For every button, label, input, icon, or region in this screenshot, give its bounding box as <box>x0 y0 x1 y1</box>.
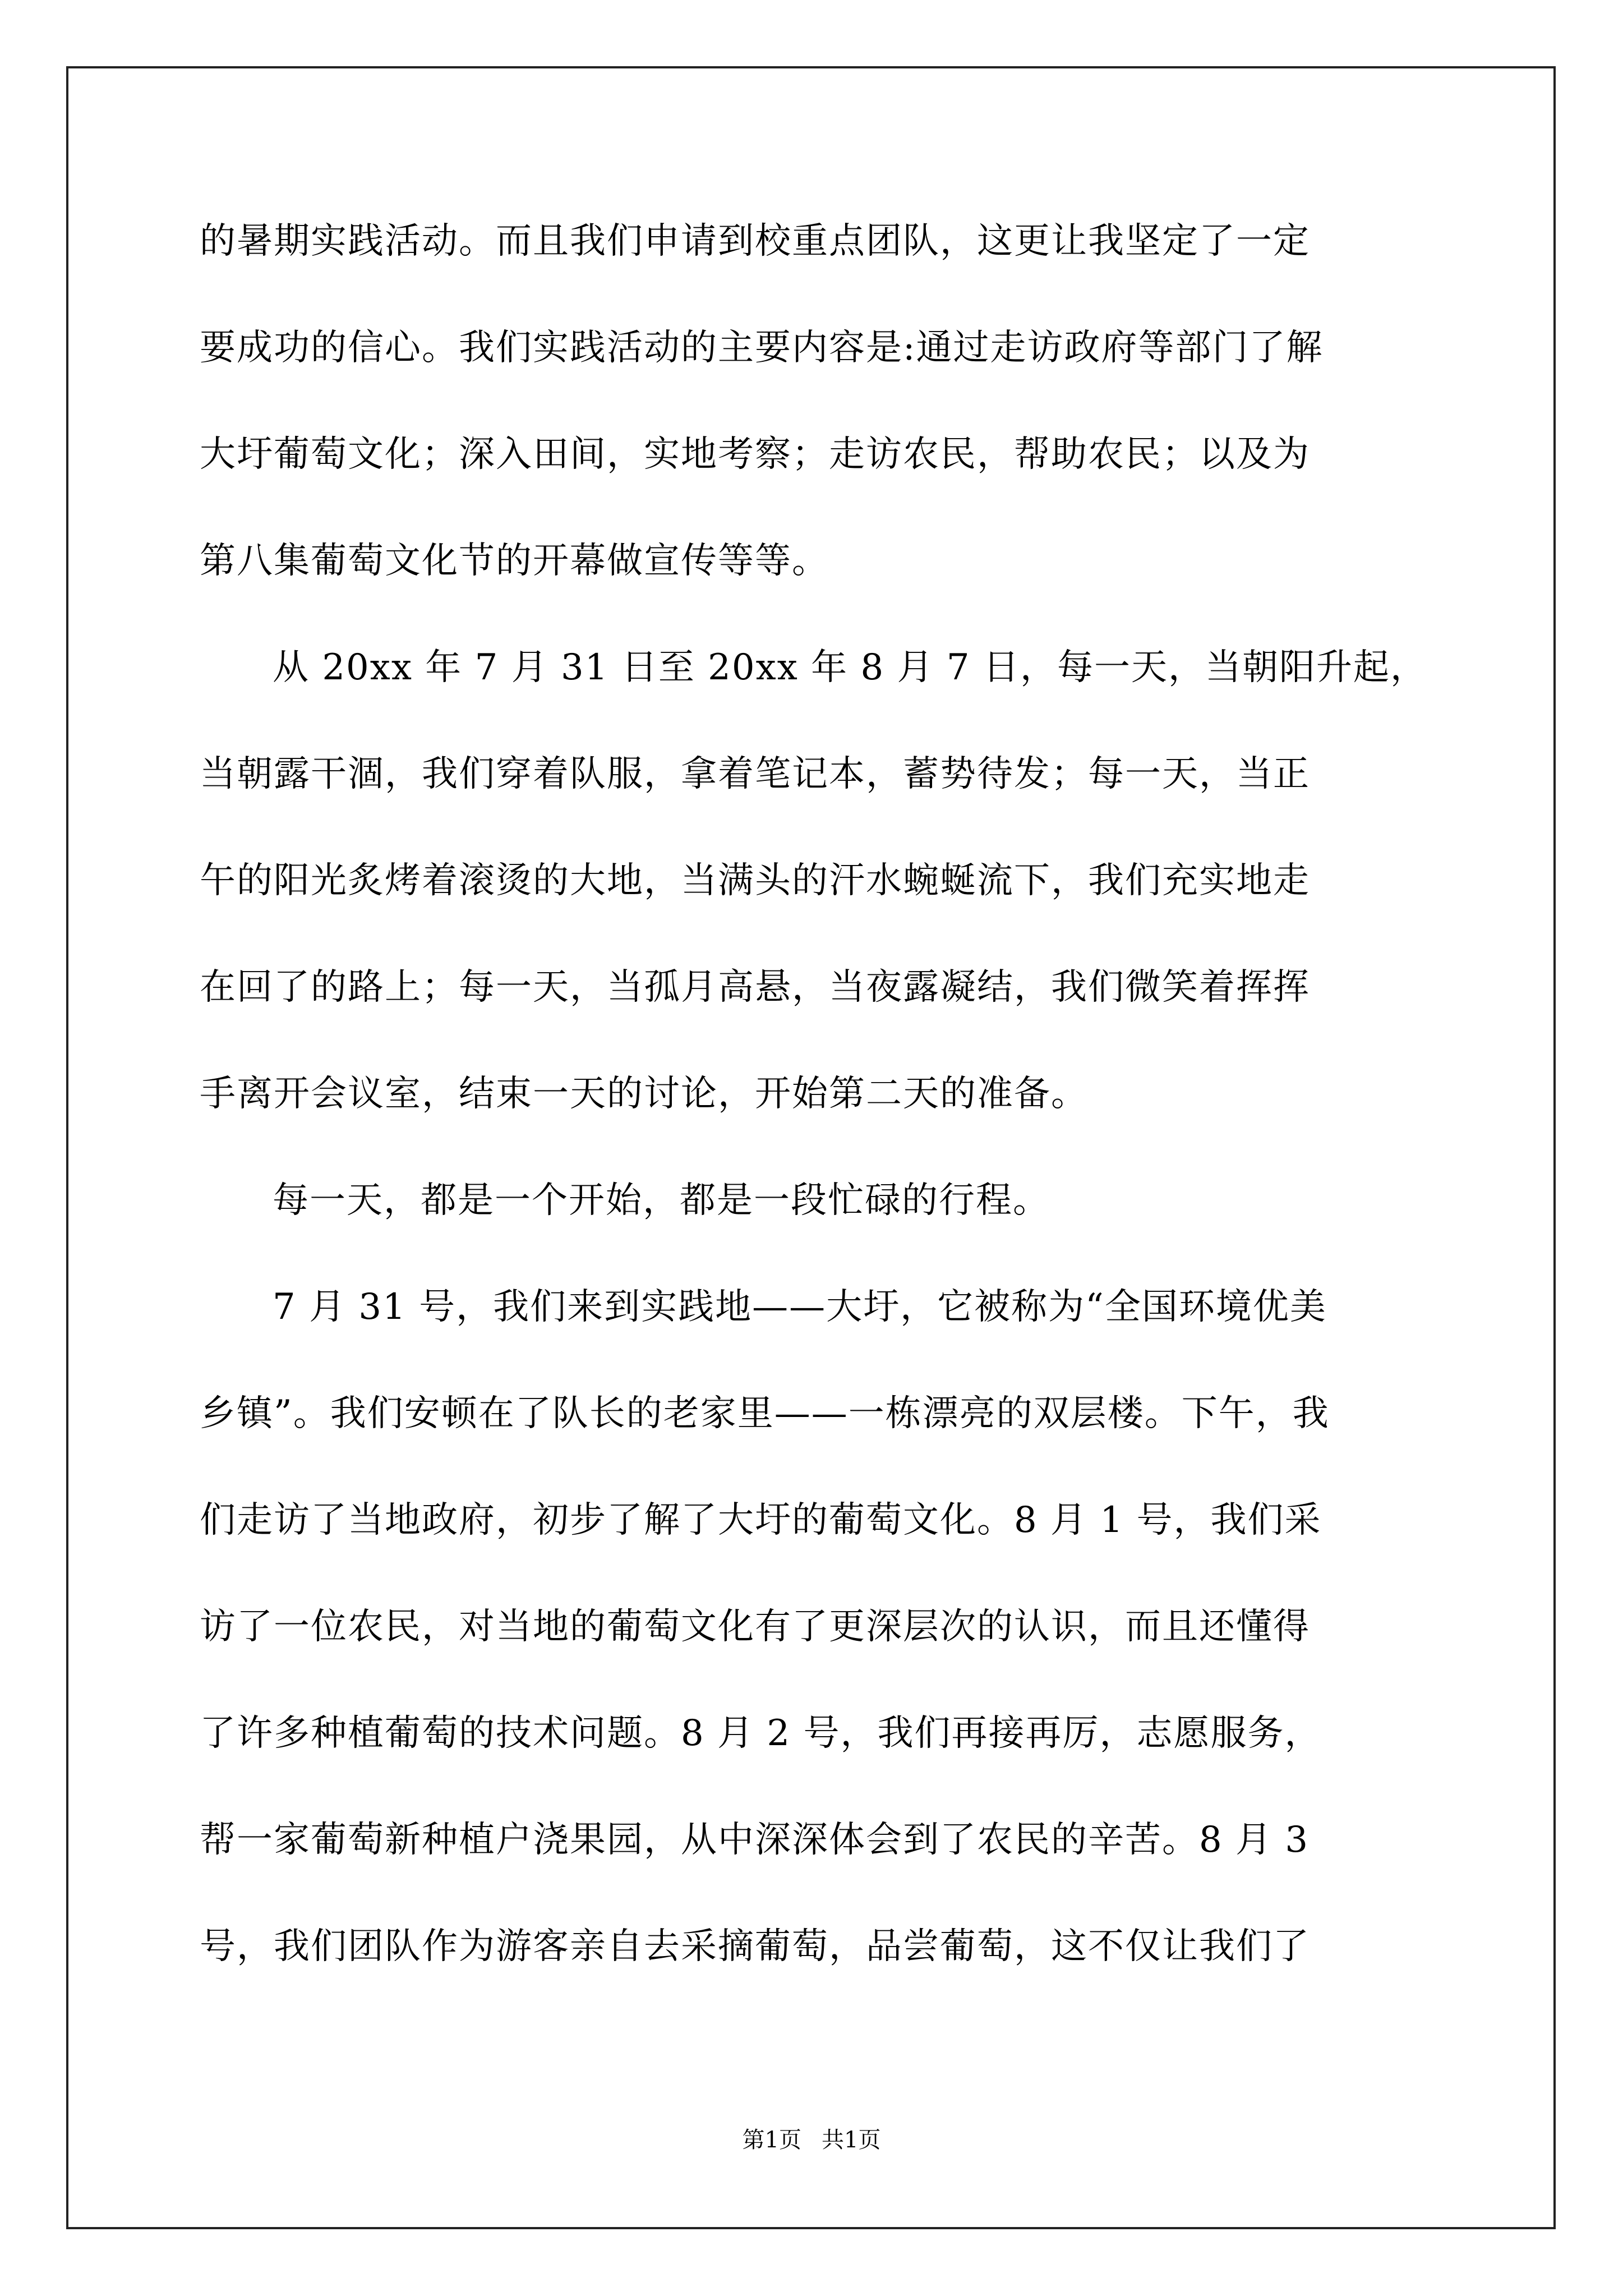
text-line: 在回了的路上；每一天，当孤月高悬，当夜露凝结，我们微笑着挥挥 <box>200 967 1310 1008</box>
text-line: 访了一位农民，对当地的葡萄文化有了更深层次的认识，而且还懂得 <box>200 1606 1310 1648</box>
text-line: 号，我们团队作为游客亲自去采摘葡萄，品尝葡萄，这不仅让我们了 <box>200 1926 1310 1967</box>
text-line: 每一天，都是一个开始，都是一段忙碌的行程。 <box>273 1180 1050 1221</box>
text-line: 们走访了当地政府，初步了解了大圩的葡萄文化。8 月 1 号，我们采 <box>200 1499 1322 1541</box>
text-line: 帮一家葡萄新种植户浇果园，从中深深体会到了农民的辛苦。8 月 3 <box>200 1819 1310 1861</box>
text-line: 了许多种植葡萄的技术问题。8 月 2 号，我们再接再厉，志愿服务， <box>200 1713 1322 1754</box>
text-line: 手离开会议室，结束一天的讨论，开始第二天的准备。 <box>200 1073 1088 1115</box>
text-line: 当朝露干涸，我们穿着队服，拿着笔记本，蓄势待发；每一天，当正 <box>200 753 1310 795</box>
page-border <box>66 66 1556 2229</box>
text-line: 7 月 31 号，我们来到实践地——大圩，它被称为“全国环境优美 <box>273 1286 1327 1328</box>
text-line: 乡镇”。我们安顿在了队长的老家里——一栋漂亮的双层楼。下午，我 <box>200 1393 1330 1434</box>
text-line: 第八集葡萄文化节的开幕做宣传等等。 <box>200 540 829 582</box>
text-line: 午的阳光炙烤着滚烫的大地，当满头的汗水蜿蜒流下，我们充实地走 <box>200 860 1310 901</box>
text-line: 从 20xx 年 7 月 31 日至 20xx 年 8 月 7 日，每一天，当朝阳升起， <box>273 647 1427 688</box>
page-footer <box>0 2126 1623 2154</box>
text-line: 的暑期实践活动。而且我们申请到校重点团队，这更让我坚定了一定 <box>200 220 1310 262</box>
page-number: 第1页 <box>742 2127 801 2153</box>
text-line: 要成功的信心。我们实践活动的主要内容是:通过走访政府等部门了解 <box>200 327 1324 369</box>
page-total: 共1页 <box>822 2127 881 2153</box>
text-line: 大圩葡萄文化；深入田间，实地考察；走访农民，帮助农民；以及为 <box>200 434 1310 475</box>
